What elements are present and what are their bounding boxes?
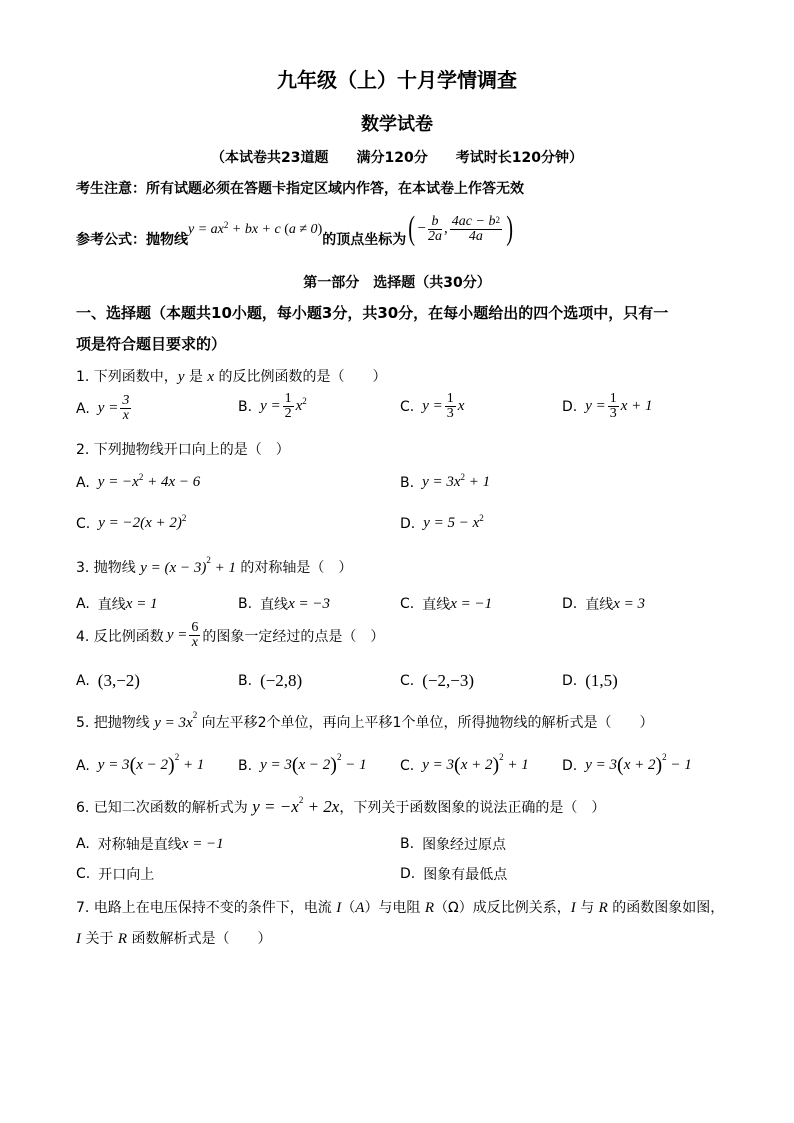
- section-heading-line2: 项是符合题目要求的）: [76, 335, 227, 353]
- q1-option-a[interactable]: A. y = $\frac{3}{x}$: [76, 393, 130, 423]
- q5-option-d[interactable]: D. $y = 3(x + 2)^2 - 1$: [562, 752, 692, 776]
- question-1-stem: 1. 下列函数中，y 是 x 的反比例函数的是（ ）: [76, 369, 387, 385]
- q1-option-c[interactable]: C. y = $\frac{1}{3}$ x: [400, 391, 465, 421]
- q3-option-c[interactable]: C. 直线 x = −1: [400, 595, 493, 613]
- formula-vertex: ( − $\frac{b}{2a}$ , $\frac{4ac - b^2}{4a}$ ): [408, 210, 514, 247]
- question-7-stem-line1: 7. 电路上在电压保持不变的条件下，电流 I（A）与电阻 R（Ω）成反比例关系，I 与 R 的函数图象如图，: [76, 900, 725, 916]
- question-6-stem: 6. 已知二次函数的解析式为 $y = -x^2 + 2x$，下列关于函数图象的说法正确的是（ ）: [76, 795, 606, 816]
- q2-option-a[interactable]: A. $y = -x^2 + 4x - 6$: [76, 472, 201, 491]
- q5-option-a[interactable]: A. $y = 3(x - 2)^2 + 1$: [76, 752, 205, 776]
- formula-equation: $y = ax^2$ + bx + c (a ≠ 0): [188, 220, 323, 237]
- q6-option-a[interactable]: A. 对称轴是直线 x = −1: [76, 835, 224, 853]
- q6-option-d[interactable]: D. 图象有最低点: [400, 866, 508, 883]
- q6-option-c-text: 开口向上: [98, 867, 155, 883]
- question-7-stem-line2: I 关于 R 函数解析式是（ ）: [76, 931, 272, 947]
- question-4-stem: 4. 反比例函数 y = $\frac{6}{x}$ 的图象一定经过的点是（ ）: [76, 620, 385, 650]
- q5-option-c[interactable]: C. $y = 3(x + 2)^2 + 1$: [400, 752, 529, 776]
- q1-option-d[interactable]: D. y = $\frac{1}{3}$ x + 1: [562, 391, 653, 421]
- q1-option-b[interactable]: B. y = $\frac{1}{2}$ $x^2$: [238, 391, 307, 421]
- formula-middle: 的顶点坐标为: [322, 232, 407, 248]
- question-2-stem: 2. 下列抛物线开口向上的是（ ）: [76, 442, 290, 458]
- q6-option-c[interactable]: C. 开口向上: [76, 866, 155, 883]
- question-3-stem: 3. 抛物线 $y = (x - 3)^2 + 1$ 的对称轴是（ ）: [76, 555, 353, 576]
- question-5-stem: 5. 把抛物线 $y = 3x^2$ 向左平移2个单位，再向上平移1个单位，所得抛物线的解析式是（ ）: [76, 710, 654, 731]
- q2-option-c[interactable]: C. $y = -2(x + 2)^2$: [76, 513, 187, 532]
- part-heading: 第一部分 选择题（共30分）: [303, 275, 491, 291]
- q3-option-a[interactable]: A. 直线 x = 1: [76, 595, 158, 613]
- q4-option-d[interactable]: D. (1,5): [562, 671, 618, 690]
- reference-formula: [76, 212, 515, 254]
- formula-prefix: 参考公式：抛物线: [76, 232, 188, 248]
- q2-option-b[interactable]: B. $y = 3x^2 + 1$: [400, 472, 491, 491]
- exam-info: （本试卷共23道题 满分120分 考试时长120分钟）: [211, 150, 583, 166]
- q4-option-a[interactable]: A. (3,−2): [76, 671, 140, 690]
- q2-option-d[interactable]: D. $y = 5 - x^2$: [400, 513, 484, 532]
- section-heading-line1: 一、选择题（本题共10小题，每小题3分，共30分，在每小题给出的四个选项中，只有一: [76, 304, 669, 322]
- exam-notice: 考生注意：所有试题必须在答题卡指定区域内作答，在本试卷上作答无效: [76, 181, 524, 197]
- q4-option-b[interactable]: B. (−2,8): [238, 671, 303, 690]
- exam-subtitle: 数学试卷: [361, 114, 433, 135]
- q6-option-b-text: 图象经过原点: [422, 837, 507, 853]
- q5-option-b[interactable]: B. $y = 3(x - 2)^2 - 1$: [238, 752, 367, 776]
- q6-option-b[interactable]: B. 图象经过原点: [400, 836, 507, 853]
- exam-title: 九年级（上）十月学情调查: [277, 68, 517, 92]
- q3-option-d[interactable]: D. 直线 x = 3: [562, 595, 646, 613]
- q4-option-c[interactable]: C. (−2,−3): [400, 671, 474, 690]
- q6-option-d-text: 图象有最低点: [423, 867, 508, 883]
- q3-option-b[interactable]: B. 直线 x = −3: [238, 595, 330, 613]
